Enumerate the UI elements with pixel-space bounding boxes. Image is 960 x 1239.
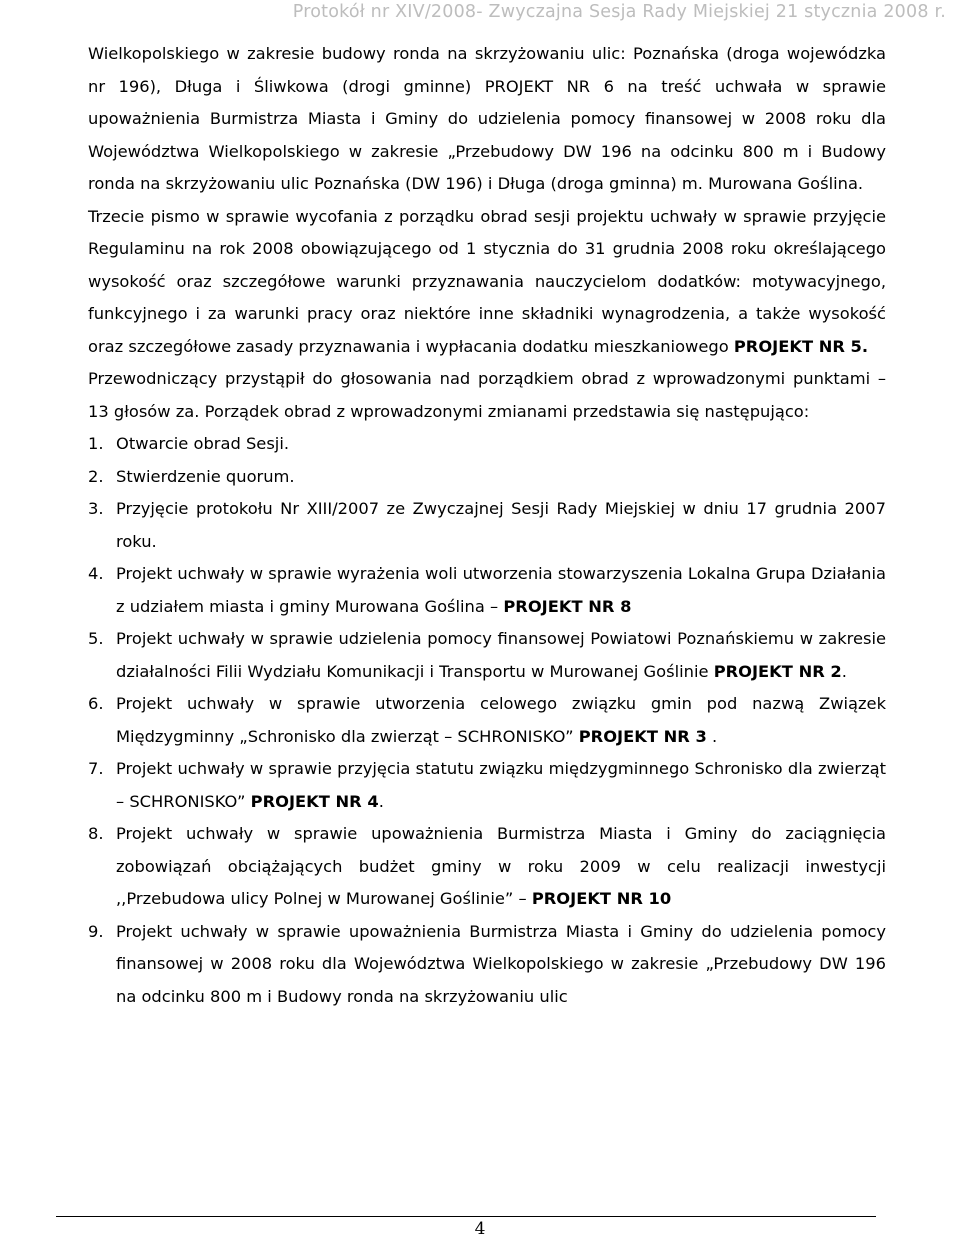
agenda-item-number: 5. [88,629,104,648]
project-5-label: PROJEKT NR 5. [733,336,869,356]
agenda-item-project: PROJEKT NR 10 [531,889,672,908]
agenda-item-tail: . [841,661,847,681]
agenda-item-text: Projekt uchwały w sprawie wyrażenia woli utworzenia stowarzyszenia Lokalna Grupa Działania z udziałem miasta i gminy Murowana Goślina – [116,564,886,616]
agenda-item-number: 1. [88,434,104,453]
agenda-item-number: 2. [88,466,104,486]
agenda-item-text: Projekt uchwały w sprawie przyjęcia statutu związku międzygminnego Schronisko dla zwierząt – SCHRONISKO” [116,759,886,811]
running-header [0,0,960,32]
header-title: Protokół nr XIV/2008- Zwyczajna Sesja Rady Miejskiej 21 stycznia 2008 r. [292,2,946,22]
page-number: 4 [474,1219,486,1239]
agenda-item [88,818,886,916]
agenda-item [88,916,886,1014]
paragraph-continuation: Wielkopolskiego w zakresie budowy ronda na skrzyżowaniu ulic: Poznańska (droga wojewódzka nr 196), Długa i Śliwkowa (drogi gminne) PROJEKT NR 6 na treść uchwała w sprawie upoważnienia Burmistrza Miasta i Gminy do udzielenia pomocy finansowej w 2008 roku dla Województwa Wielkopolskiego w zakresie „Przebudowy DW 196 na odcinku 800 m i Budowy ronda na skrzyżowaniu ulic Poznańska (DW 196) i Długa (droga gminna) m. Murowana Goślina. [88,44,886,193]
agenda-item [88,623,886,688]
agenda-item-number: 9. [88,921,104,941]
agenda-item-number: 8. [88,824,104,843]
agenda-item-tail: . [378,791,384,811]
agenda-item-text: Stwierdzenie quorum. [116,466,295,486]
agenda-list [88,428,886,1013]
paragraph-third-letter [88,201,886,364]
agenda-item-text: Projekt uchwały w sprawie udzielenia pomocy finansowej Powiatowi Poznańskiemu w zakresie działalności Filii Wydziału Komunikacji i Transportu w Murowanej Goślinie [116,629,886,681]
agenda-item-tail: . [706,726,718,746]
agenda-item-project: PROJEKT NR 2 [713,661,842,681]
footer-divider [56,1216,876,1217]
agenda-item-text: Projekt uchwały w sprawie upoważnienia Burmistrza Miasta i Gminy do zaciągnięcia zobowiązań obciążających budżet gminy w roku 2009 w celu realizacji inwestycji ,,Przebudowa ulicy Polnej w Murowanej Goślinie” – [116,824,886,908]
agenda-item-project: PROJEKT NR 8 [503,596,632,616]
document-body [88,38,886,1013]
agenda-item-text: Przyjęcie protokołu Nr XIII/2007 ze Zwyczajnej Sesji Rady Miejskiej w dniu 17 grudnia 2007 roku. [116,499,886,551]
agenda-item [88,558,886,623]
agenda-item-number: 4. [88,564,104,583]
agenda-item-text: Projekt uchwały w sprawie utworzenia celowego związku gmin pod nazwą Związek Międzygminny „Schronisko dla zwierząt – SCHRONISKO” [116,694,886,746]
agenda-item [88,753,886,818]
agenda-item [88,428,886,461]
paragraph-third-letter-text: Trzecie pismo w sprawie wycofania z porządku obrad sesji projektu uchwały w sprawie przyjęcie Regulaminu na rok 2008 obowiązującego od 1 stycznia do 31 grudnia 2008 roku określającego wysokość oraz szczegółowe warunki przyznawania nauczycielom dodatków: motywacyjnego, funkcyjnego i za warunki pracy oraz niektóre inne składniki wynagrodzenia, a także wysokość oraz szczegółowe zasady przyznawania i wypłacania dodatku mieszkaniowego [88,206,886,356]
agenda-item-project: PROJEKT NR 3 [578,726,707,746]
agenda-item-text: Projekt uchwały w sprawie upoważnienia Burmistrza Miasta i Gminy do udzielenia pomocy finansowej w 2008 roku dla Województwa Wielkopolskiego w zakresie „Przebudowy DW 196 na odcinku 800 m i Budowy ronda na skrzyżowaniu ulic [116,921,886,1006]
agenda-item [88,461,886,494]
agenda-item-project: PROJEKT NR 4 [250,791,379,811]
agenda-item [88,688,886,753]
agenda-item-text: Otwarcie obrad Sesji. [116,434,290,453]
agenda-item [88,493,886,558]
agenda-item-number: 6. [88,694,104,713]
agenda-item-number: 7. [88,759,104,778]
paragraph-vote: Przewodniczący przystąpił do głosowania nad porządkiem obrad z wprowadzonymi punktami – 13 głosów za. Porządek obrad z wprowadzonymi zmianami przedstawia się następująco: [88,369,886,421]
agenda-item-number: 3. [88,499,104,518]
